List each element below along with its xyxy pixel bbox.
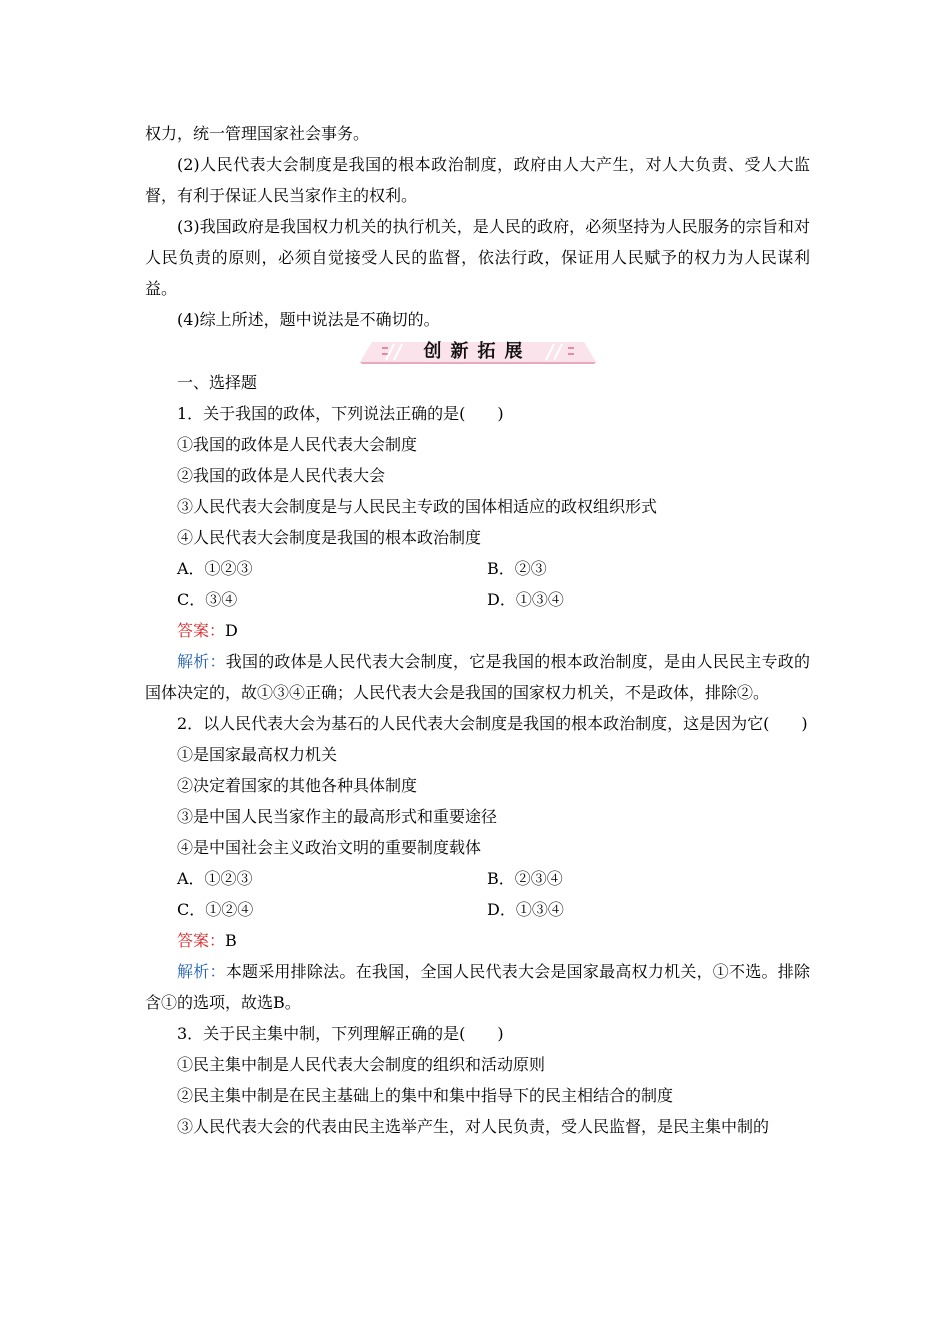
section-banner bbox=[145, 339, 810, 365]
question-2-stem: 2．以人民代表大会为基石的人民代表大会制度是我国的根本政治制度，这是因为它( ) bbox=[177, 714, 808, 733]
question-3-item: ②民主集中制是在民主基础上的集中和集中指导下的民主相结合的制度 bbox=[177, 1086, 674, 1105]
paragraph-4: (4)综上所述，题中说法是不确切的。 bbox=[177, 310, 440, 329]
answer-label: 答案： bbox=[177, 621, 226, 640]
option-b: B．②③④ bbox=[487, 869, 563, 888]
question-1-item: ②我国的政体是人民代表大会 bbox=[177, 466, 386, 485]
question-1-item: ④人民代表大会制度是我国的根本政治制度 bbox=[177, 528, 482, 547]
question-2-item: ④是中国社会主义政治文明的重要制度载体 bbox=[177, 838, 482, 857]
question-1-stem: 1．关于我国的政体，下列说法正确的是( ) bbox=[177, 404, 504, 423]
document-page bbox=[145, 118, 810, 1142]
answer-value: B bbox=[225, 931, 237, 950]
question-2-options-row bbox=[145, 863, 810, 894]
section-title: 一、选择题 bbox=[177, 373, 258, 392]
explanation-text: 我国的政体是人民代表大会制度，它是我国的根本政治制度，是由人民民主专政的国体决定的，故①③④正确；人民代表大会是我国的国家权力机关，不是政体，排除②。 bbox=[145, 652, 810, 702]
question-1-explanation bbox=[145, 646, 810, 708]
banner-title: 创新拓展 bbox=[423, 341, 532, 362]
option-a: A．①②③ bbox=[177, 869, 253, 888]
answer-label: 答案： bbox=[177, 931, 226, 950]
option-b: B．②③ bbox=[487, 559, 547, 578]
question-1-item: ③人民代表大会制度是与人民民主专政的国体相适应的政权组织形式 bbox=[177, 497, 658, 516]
option-a: A．①②③ bbox=[177, 559, 253, 578]
question-3-item: ①民主集中制是人民代表大会制度的组织和活动原则 bbox=[177, 1055, 546, 1074]
explanation-text: 本题采用排除法。在我国，全国人民代表大会是国家最高权力机关，①不选。排除含①的选项，故选B。 bbox=[145, 962, 810, 1012]
paragraph-continued: 权力，统一管理国家社会事务。 bbox=[145, 124, 370, 143]
explanation-label: 解析： bbox=[177, 962, 226, 981]
explanation-label: 解析： bbox=[177, 652, 226, 671]
question-1-item: ①我国的政体是人民代表大会制度 bbox=[177, 435, 418, 454]
question-2-explanation bbox=[145, 956, 810, 1018]
question-2-options-row bbox=[145, 894, 810, 925]
paragraph-3: (3)我国政府是我国权力机关的执行机关，是人民的政府，必须坚持为人民服务的宗旨和对人民负责的原则，必须自觉接受人民的监督，依法行政，保证用人民赋予的权力为人民谋利益。 bbox=[145, 217, 810, 298]
question-3-stem: 3．关于民主集中制，下列理解正确的是( ) bbox=[177, 1024, 504, 1043]
option-c: C．①②④ bbox=[177, 900, 254, 919]
question-2-item: ①是国家最高权力机关 bbox=[177, 745, 338, 764]
question-1-options-row bbox=[145, 553, 810, 584]
option-d: D．①③④ bbox=[487, 590, 564, 609]
question-2-answer bbox=[145, 925, 810, 956]
question-2-item: ②决定着国家的其他各种具体制度 bbox=[177, 776, 418, 795]
answer-value: D bbox=[225, 621, 238, 640]
question-1-options-row bbox=[145, 584, 810, 615]
paragraph-2: (2)人民代表大会制度是我国的根本政治制度，政府由人大产生，对人大负责、受人大监督，有利于保证人民当家作主的权利。 bbox=[145, 155, 810, 205]
option-c: C．③④ bbox=[177, 590, 238, 609]
question-1-answer bbox=[145, 615, 810, 646]
question-3-item: ③人民代表大会的代表由民主选举产生，对人民负责，受人民监督，是民主集中制的 bbox=[177, 1117, 770, 1136]
option-d: D．①③④ bbox=[487, 900, 564, 919]
question-2-item: ③是中国人民当家作主的最高形式和重要途径 bbox=[177, 807, 498, 826]
